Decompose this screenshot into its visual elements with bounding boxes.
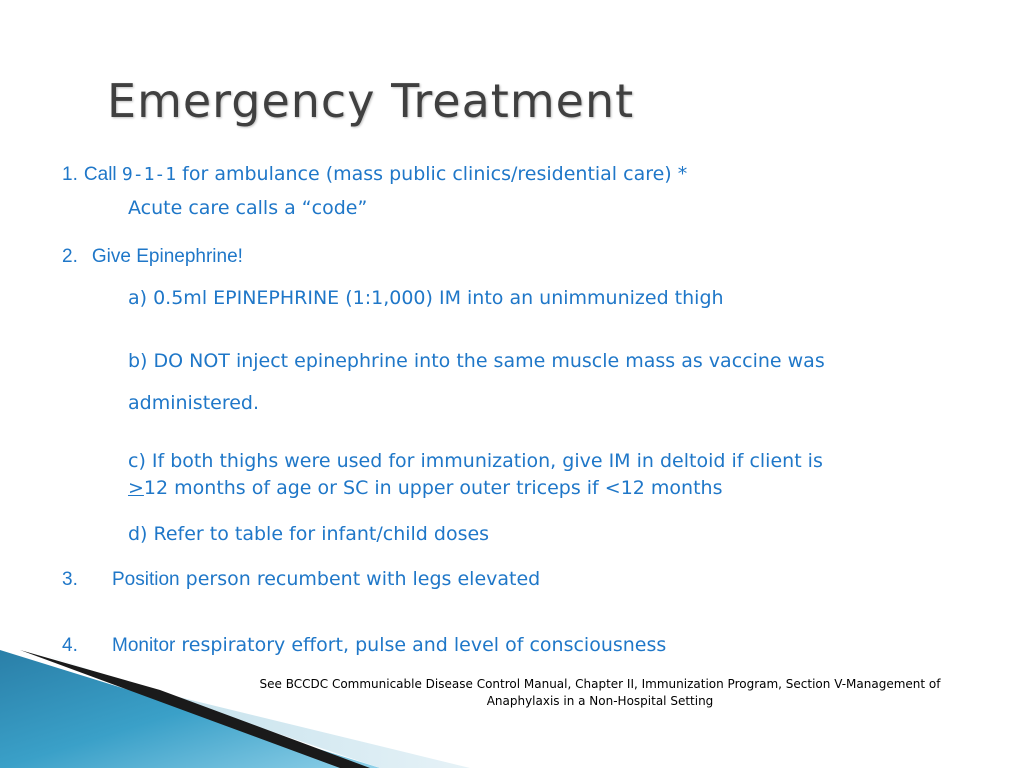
step-3: [62, 567, 540, 592]
step-3-number: 3.: [62, 569, 78, 590]
step-1-phone-number: 9-1-1: [121, 164, 177, 185]
footnote-line-2: Anaphylaxis in a Non-Hospital Setting: [486, 694, 714, 708]
slide-title: Emergency Treatment: [107, 74, 635, 128]
step-2-keyword: Give Epinephrine!: [91, 246, 243, 267]
step-2-item-b-line-2: administered.: [128, 392, 260, 414]
step-1-subtext: Acute care calls a “code”: [128, 197, 368, 219]
step-2-item-d: d) Refer to table for infant/child doses: [128, 523, 490, 545]
step-4-number: 4.: [62, 635, 78, 656]
step-2-item-b-line-1: b) DO NOT inject epinephrine into the same muscle mass as vaccine was: [128, 350, 825, 372]
step-2-item-c-line-2: [128, 476, 722, 500]
step-2-item-c-line-1: c) If both thighs were used for immunization, give IM in deltoid if client is: [128, 450, 823, 472]
step-1: [62, 162, 687, 187]
step-1-keyword: Call: [83, 164, 122, 185]
step-3-keyword: Position: [112, 569, 180, 590]
step-2-number: 2.: [62, 246, 78, 267]
step-4-keyword: Monitor: [112, 635, 176, 656]
step-3-text: person recumbent with legs elevated: [179, 568, 541, 590]
step-2: [62, 244, 243, 269]
step-2-item-c-text: 12 months of age or SC in upper outer triceps if <12 months: [143, 477, 723, 499]
step-2-item-a: a) 0.5ml EPINEPHRINE (1:1,000) IM into an unimmunized thigh: [128, 287, 724, 309]
step-4-text: respiratory effort, pulse and level of consciousness: [175, 634, 667, 656]
step-1-number: 1.: [62, 164, 78, 185]
step-4: [62, 633, 666, 658]
step-1-text: for ambulance (mass public clinics/residential care) *: [176, 163, 688, 185]
greater-than-or-equal-symbol: >: [128, 477, 144, 499]
source-footnote: [200, 676, 1000, 710]
footnote-line-1: See BCCDC Communicable Disease Control Manual, Chapter II, Immunization Program, Section V-Management of: [259, 677, 941, 691]
